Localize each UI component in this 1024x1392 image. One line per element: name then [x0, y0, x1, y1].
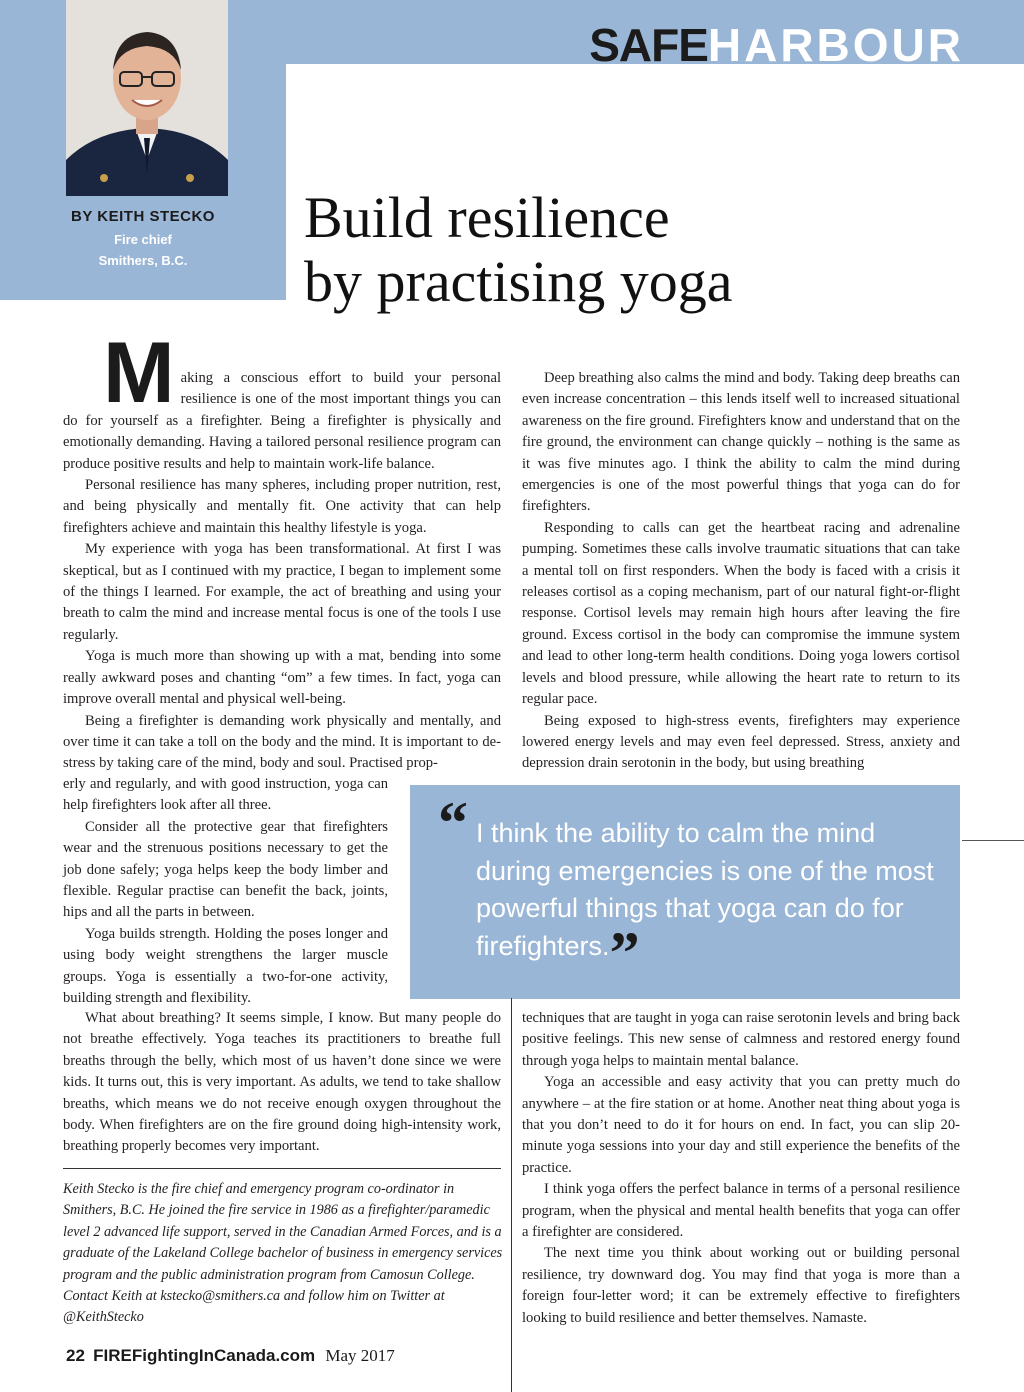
article-column-2 [522, 368, 960, 775]
pull-quote-text: I think the ability to calm the mind during emergencies is one of the most powerful things that yoga can do for firefighters.” [476, 818, 934, 986]
column-divider [511, 998, 512, 1392]
byline-author: BY KEITH STECKO [71, 208, 215, 225]
author-portrait-icon [66, 0, 228, 196]
drop-cap: M [103, 325, 175, 421]
section-title [589, 19, 964, 71]
article-column-1-lower [63, 1008, 501, 1158]
page-footer [66, 1346, 395, 1366]
section-title-suffix: HARBOUR [707, 19, 964, 71]
byline [0, 208, 286, 271]
article-paragraph: erly and regularly, and with good instruction, yoga can help firefighters look after all three. [63, 776, 388, 814]
article-column-1-narrow [63, 774, 388, 1009]
bio-divider [63, 1168, 501, 1169]
article-column-2-lower [522, 1008, 960, 1329]
article-paragraph: Yoga an accessible and easy activity that you can pretty much do anywhere – at the fire station or at home. Another neat thing about yoga is that you don’t need to do it for hours on end. In fact, you can slip 20-minute yoga sessions into your day and still experience the benefits of the practice. [522, 1074, 960, 1176]
open-quote-icon: “ [438, 790, 468, 856]
article-paragraph: Yoga builds strength. Holding the poses longer and using body weight strengthens the larger muscle groups. Yoga is essentially a two-for-one activity, building strength and flexibility. [63, 925, 388, 1007]
article-column-1 [63, 325, 501, 775]
close-quote-icon: ” [609, 919, 640, 986]
article-paragraph: I think yoga offers the perfect balance in terms of a personal resilience program, when the physical and mental health benefits that yoga can offer a firefighter are considered. [522, 1181, 960, 1241]
article-paragraph: Yoga is much more than showing up with a mat, bending into some really awkward poses and chanting “om” a few times. In fact, yoga can improve overall mental and physical well-being. [63, 648, 501, 708]
article-paragraph: Making a conscious effort to build your personal resilience is one of the most important things you can do for yourself as a firefighter. Being a firefighter is physically and emotionally demanding. Having a tailored personal resilience program can produce positive results and help to maintain work-life balance. [63, 325, 501, 472]
article-paragraph: Personal resilience has many spheres, including proper nutrition, rest, and being physically and mentally fit. One activity that can help firefighters achieve and maintain this healthy lifestyle is yoga. [63, 477, 501, 536]
article-paragraph: Deep breathing also calms the mind and body. Taking deep breaths can even increase concentration – this lends itself well to increased situational awareness on the fire ground. Firefighters know and understand that on the fire ground, the environment can change quickly – nothing is the same as it was five minutes ago. I think the ability to calm the mind during emergencies is one of the most powerful things that yoga can do for firefighters. [522, 370, 960, 515]
article-paragraph: My experience with yoga has been transformational. At first I was skeptical, but as I continued with my practice, I began to implement some of the things I learned. For example, the act of breathing and using your breath to calm the mind and increase mental focus is one of the tools I use regularly. [63, 541, 501, 643]
headline-line-2: by practising yoga [304, 249, 733, 314]
article-paragraph: Consider all the protective gear that firefighters wear and the strenuous positions necessary to get the job done safely; yoga helps keep the body limber and flexible. Regular practise can benefit the back, joints, hips and all the parts in between. [63, 818, 388, 921]
pull-quote-rule [962, 840, 1024, 841]
article-headline [304, 186, 1004, 314]
article-paragraph: techniques that are taught in yoga can raise serotonin levels and bring back positive feelings. This new sense of calmness and restored energy found through yoga helps to maintain mental balance. [522, 1010, 960, 1069]
headline-line-1: Build resilience [304, 185, 670, 250]
article-paragraph: What about breathing? It seems simple, I know. But many people do not breathe effectively. Yoga teaches its practitioners to breathe full breaths through the belly, which most of us haven’t done since we were kids. It turns out, this is very important. As adults, we tend to take shallow breaths, which means we do not receive enough oxygen throughout the body. When firefighters are on the fire ground doing high-intensity work, breathing properly becomes very important. [63, 1010, 501, 1155]
pull-quote [410, 785, 960, 999]
article-paragraph: The next time you think about working out or building personal resilience, try downward dog. You may find that yoga is more than a foreign four-letter word; it can be extremely effective to firefighters looking to build resilience and better themselves. Namaste. [522, 1245, 960, 1326]
article-paragraph: Responding to calls can get the heartbeat racing and adrenaline pumping. Sometimes these calls involve traumatic situations that can take a mental toll on first responders. When the body is faced with a crisis it releases cortisol as a coping mechanism, part of our natural fight-or-flight response. Cortisol levels may remain high hours after leaving the fire ground. Excess cortisol in the body can compromise the immune system and lead to other long-term health conditions. Doing yoga lowers cortisol levels and blood pressure, while allowing the heart rate to return to its regular pace. [522, 519, 960, 708]
byline-role: Fire chief [114, 232, 172, 247]
section-title-prefix: SAFE [589, 19, 708, 71]
issue-date: May 2017 [325, 1346, 395, 1365]
page-number: 22 [66, 1346, 85, 1365]
author-bio: Keith Stecko is the fire chief and emergency program co-ordinator in Smithers, B.C. He joined the fire service in 1986 as a firefighter/paramedic level 2 advanced life support, served in the Canadian Armed Forces, and is a graduate of the Lakeland College bachelor of business in emergency services program and the public administration program from Camosun College. Contact Keith at kstecko@smithers.ca and follow him on Twitter at @KeithStecko [63, 1181, 503, 1326]
article-paragraph: Being a firefighter is demanding work physically and mentally, and over time it can take a toll on the body and the mind. It is important to de-stress by taking care of the mind, body and soul. Practised prop- [63, 712, 501, 772]
byline-location: Smithers, B.C. [98, 253, 188, 268]
site-name: FIREFightingInCanada.com [93, 1346, 316, 1365]
article-paragraph: Being exposed to high-stress events, firefighters may experience lowered energy levels and may even feel depressed. Stress, anxiety and depression drain serotonin in the body, but using breathing [522, 712, 960, 772]
author-photo [66, 0, 228, 196]
